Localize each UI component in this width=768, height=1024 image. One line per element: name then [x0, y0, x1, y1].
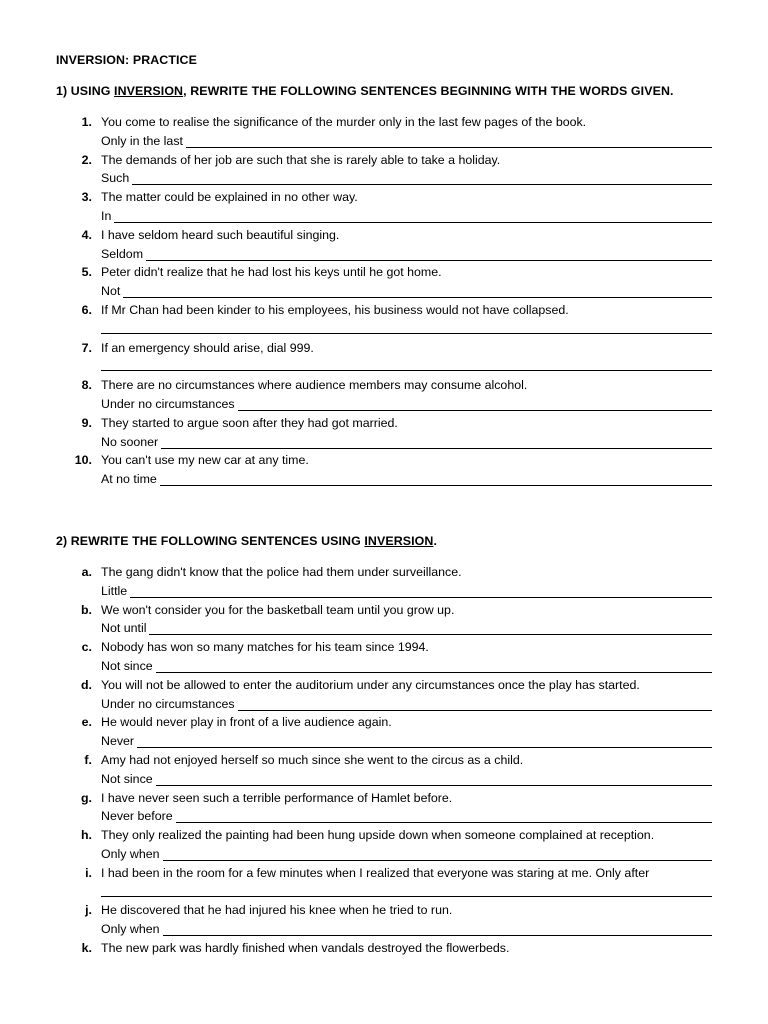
answer-blank-line[interactable]: [186, 136, 712, 148]
section-1-heading-suffix: , REWRITE THE FOLLOWING SENTENCES BEGINNING WITH THE WORDS GIVEN.: [183, 84, 674, 98]
answer-row: [101, 322, 712, 334]
item-number: d.: [80, 677, 92, 692]
section-2-heading-keyword: INVERSION: [364, 534, 434, 548]
answer-row: [101, 621, 712, 635]
item-sentence: I have seldom heard such beautiful singing.: [101, 227, 340, 242]
answer-blank-line[interactable]: [101, 322, 712, 334]
item-sentence: The new park was hardly finished when vandals destroyed the flowerbeds.: [101, 941, 510, 955]
item-number: 4.: [81, 227, 92, 242]
item-number: 8.: [81, 378, 92, 393]
answer-row: [101, 659, 712, 673]
item-number: 10.: [74, 453, 92, 468]
item-sentence: You can't use my new car at any time.: [101, 453, 309, 468]
item-number: a.: [81, 565, 92, 579]
answer-prompt: Only in the last: [101, 133, 183, 148]
item-sentence: They started to argue soon after they had got married.: [101, 415, 398, 430]
answer-blank-line[interactable]: [132, 173, 712, 185]
answer-prompt: No sooner: [101, 434, 159, 449]
answer-blank-line[interactable]: [160, 474, 712, 486]
answer-row: [101, 772, 712, 786]
item-sentence: The demands of her job are such that she is rarely able to take a holiday.: [101, 152, 501, 167]
item-number: 1.: [81, 115, 92, 129]
item-sentence: You will not be allowed to enter the auditorium under any circumstances once the play has started.: [101, 677, 640, 692]
answer-blank-line[interactable]: [137, 736, 712, 748]
item-number: 5.: [81, 265, 92, 280]
item-sentence: Nobody has won so many matches for his team since 1994.: [101, 640, 429, 655]
item-sentence: If an emergency should arise, dial 999.: [101, 340, 314, 355]
answer-prompt: Not since: [101, 658, 153, 673]
answer-row: [101, 697, 712, 711]
item-number: g.: [80, 790, 92, 805]
answer-row: [101, 284, 712, 298]
answer-prompt: Under no circumstances: [101, 696, 235, 711]
section-1-heading-keyword: INVERSION: [114, 84, 184, 98]
answer-row: [101, 397, 712, 411]
answer-blank-line[interactable]: [238, 399, 712, 411]
answer-blank-line[interactable]: [156, 774, 712, 786]
answer-blank-line[interactable]: [163, 924, 712, 936]
section-2-heading-prefix: 2) REWRITE THE FOLLOWING SENTENCES USING: [56, 534, 365, 548]
section-2-heading: [56, 534, 437, 548]
answer-prompt: Under no circumstances: [101, 396, 235, 411]
item-number: f.: [84, 753, 92, 767]
answer-row: [101, 359, 712, 371]
item-number: 3.: [81, 190, 92, 205]
answer-row: [101, 209, 712, 223]
item-sentence: Amy had not enjoyed herself so much since she went to the circus as a child.: [101, 753, 524, 767]
answer-row: [101, 472, 712, 486]
answer-blank-line[interactable]: [123, 286, 712, 298]
item-sentence: There are no circumstances where audience members may consume alcohol.: [101, 378, 528, 393]
item-number: 2.: [81, 152, 92, 167]
item-sentence: You come to realise the significance of the murder only in the last few pages of the book.: [101, 115, 587, 129]
answer-blank-line[interactable]: [130, 586, 712, 598]
answer-row: [101, 584, 712, 598]
answer-row: [101, 435, 712, 449]
item-sentence: I had been in the room for a few minutes when I realized that everyone was staring at me. Only after: [101, 865, 650, 880]
answer-prompt: Only when: [101, 922, 160, 937]
answer-prompt: Seldom: [101, 246, 144, 261]
item-number: k.: [81, 941, 92, 955]
item-sentence: He discovered that he had injured his knee when he tried to run.: [101, 903, 453, 918]
item-number: i.: [85, 865, 92, 880]
answer-blank-line[interactable]: [163, 849, 712, 861]
item-sentence: Peter didn't realize that he had lost his keys until he got home.: [101, 265, 442, 280]
item-number: e.: [81, 715, 92, 730]
answer-blank-line[interactable]: [156, 661, 712, 673]
section-1-heading: [56, 84, 674, 98]
item-number: h.: [80, 828, 92, 843]
answer-blank-line[interactable]: [149, 623, 712, 635]
section-1-heading-prefix: 1) USING: [56, 84, 115, 98]
answer-row: [101, 809, 712, 823]
item-number: c.: [81, 640, 92, 655]
answer-blank-line[interactable]: [238, 699, 712, 711]
section-2-heading-suffix: .: [433, 534, 437, 548]
answer-row: [101, 171, 712, 185]
item-number: b.: [80, 602, 92, 617]
item-sentence: He would never play in front of a live audience again.: [101, 715, 392, 730]
item-sentence: We won't consider you for the basketball team until you grow up.: [101, 602, 455, 617]
item-number: 6.: [81, 303, 92, 317]
answer-prompt: At no time: [101, 472, 157, 487]
answer-blank-line[interactable]: [146, 249, 712, 261]
answer-prompt: Not until: [101, 621, 147, 636]
item-sentence: The gang didn't know that the police had them under surveillance.: [101, 565, 462, 579]
answer-prompt: Only when: [101, 846, 160, 861]
answer-blank-line[interactable]: [101, 359, 712, 371]
item-sentence: The matter could be explained in no other way.: [101, 190, 358, 205]
answer-row: [101, 247, 712, 261]
answer-prompt: Such: [101, 171, 130, 186]
answer-row: [101, 734, 712, 748]
answer-prompt: Little: [101, 583, 128, 598]
answer-prompt: Not: [101, 284, 121, 299]
answer-row: [101, 134, 712, 148]
answer-prompt: In: [101, 208, 112, 223]
item-number: 7.: [81, 340, 92, 355]
answer-row: [101, 922, 712, 936]
answer-blank-line[interactable]: [176, 811, 712, 823]
answer-blank-line[interactable]: [161, 437, 712, 449]
page-title: INVERSION: PRACTICE: [56, 53, 197, 67]
item-sentence: If Mr Chan had been kinder to his employees, his business would not have collapsed.: [101, 303, 569, 317]
item-number: 9.: [81, 415, 92, 430]
answer-row: [101, 847, 712, 861]
item-sentence: They only realized the painting had been hung upside down when someone complained at reception.: [101, 828, 655, 843]
answer-prompt: Not since: [101, 771, 153, 786]
answer-row: [101, 885, 712, 897]
item-sentence: I have never seen such a terrible performance of Hamlet before.: [101, 790, 453, 805]
answer-blank-line[interactable]: [114, 211, 712, 223]
answer-prompt: Never before: [101, 809, 173, 824]
answer-blank-line[interactable]: [101, 885, 712, 897]
item-number: j.: [85, 903, 92, 918]
answer-prompt: Never: [101, 734, 135, 749]
